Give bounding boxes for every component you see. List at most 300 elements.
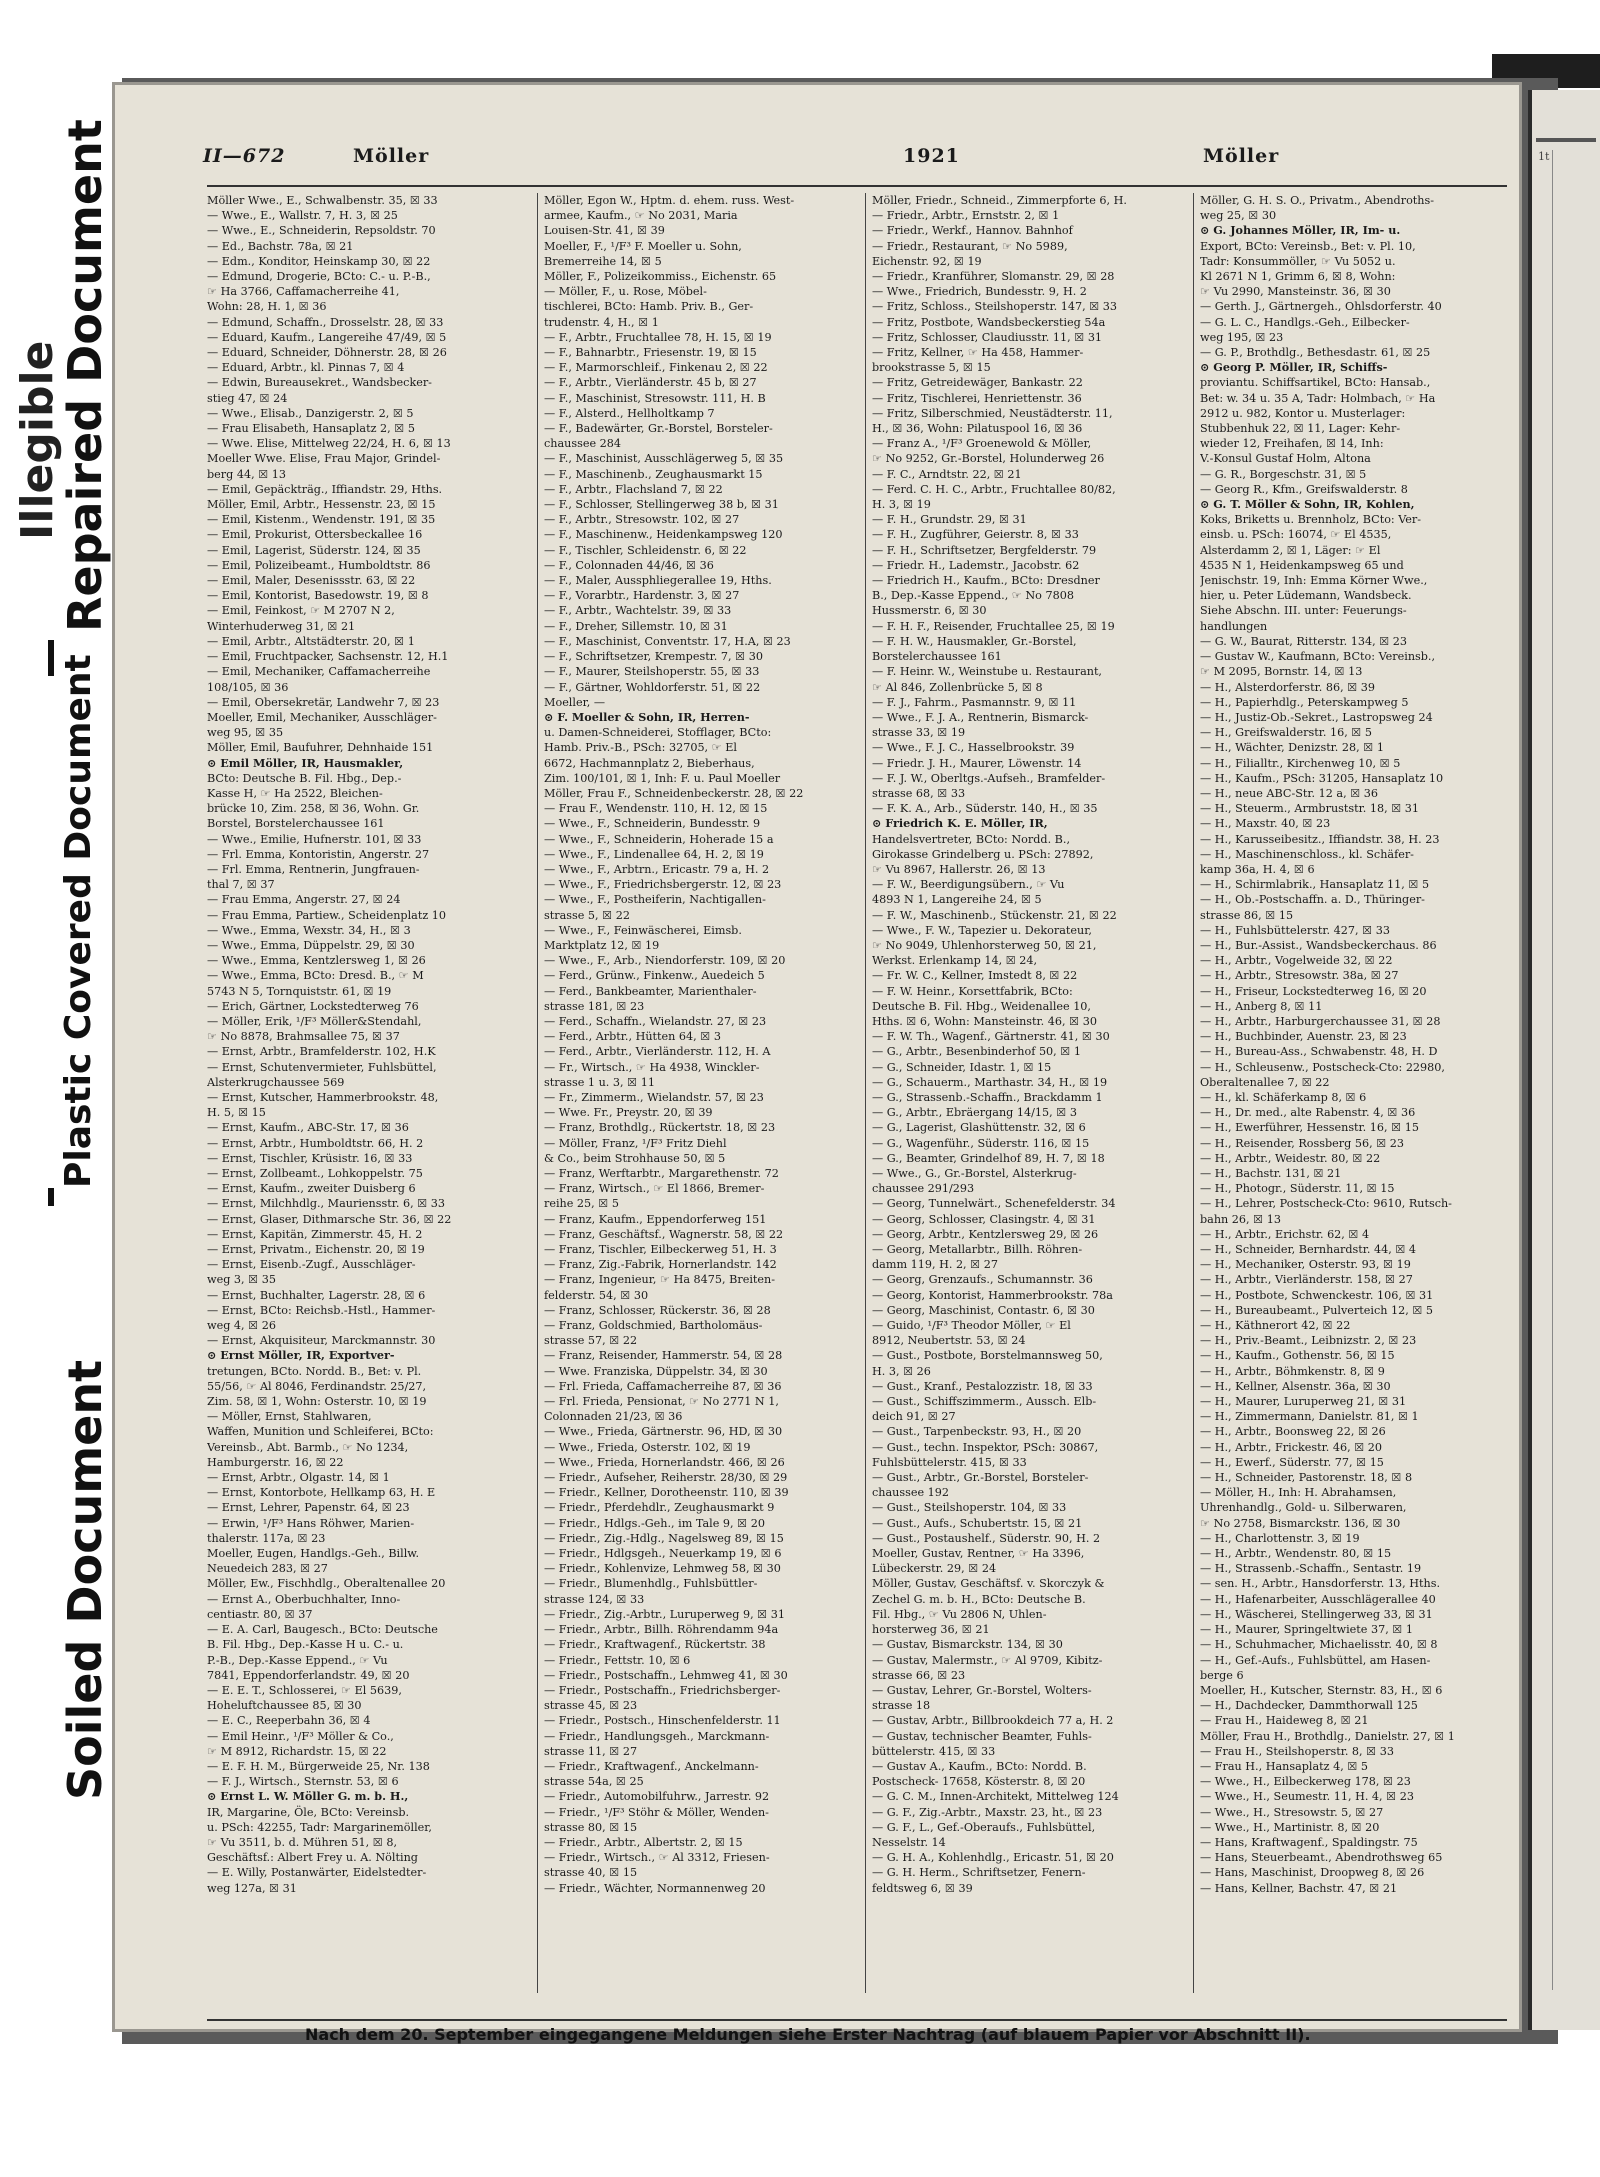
directory-entry: — H., Buchbinder, Auenstr. 23, ☒ 23	[1200, 1030, 1407, 1044]
directory-entry: — Wwe., Elisab., Danzigerstr. 2, ☒ 5	[207, 406, 414, 420]
directory-entry: — Gustav, Lehrer, Gr.-Borstel, Wolters-	[872, 1683, 1092, 1697]
adjacent-page-text: 1t	[1538, 150, 1550, 163]
directory-entry: — Wwe., H., Seumestr. 11, H. 4, ☒ 23	[1200, 1790, 1414, 1804]
directory-entry: Oberaltenallee 7, ☒ 22	[1200, 1075, 1330, 1089]
directory-entry: — Gust., Steilshoperstr. 104, ☒ 33	[872, 1501, 1067, 1515]
directory-entry: — Fritz, Kellner, ☞ Ha 458, Hammer-	[872, 346, 1084, 360]
directory-entry: weg 127a, ☒ 31	[207, 1881, 297, 1895]
directory-entry: — H., Charlottenstr. 3, ☒ 19	[1200, 1531, 1360, 1545]
directory-entry: Hussmerstr. 6, ☒ 30	[872, 604, 987, 618]
directory-entry: — H., Lehrer, Postscheck-Cto: 9610, Rutsch-	[1200, 1197, 1452, 1211]
directory-entry: — F. H., Schriftsetzer, Bergfelderstr. 79	[872, 543, 1097, 557]
directory-entry: ☞ Vu 3511, b. d. Mühren 51, ☒ 8,	[207, 1835, 398, 1849]
directory-entry: — Edwin, Bureausekret., Wandsbecker-	[207, 376, 432, 390]
page-number: II—672	[203, 145, 286, 167]
directory-entry: — Friedr., Kranführer, Slomanstr. 29, ☒ 28	[872, 270, 1115, 284]
directory-entry: Hamburgerstr. 16, ☒ 22	[207, 1455, 344, 1469]
directory-entry: — H., Schuhmacher, Michaelisstr. 40, ☒ 8	[1200, 1638, 1438, 1652]
directory-entry: — Wwe. Elise, Mittelweg 22/24, H. 6, ☒ 13	[207, 437, 451, 451]
directory-entry: — Friedr. H., Lademstr., Jacobstr. 62	[872, 558, 1080, 572]
directory-entry: — F. H. W., Hausmakler, Gr.-Borstel,	[872, 634, 1077, 648]
directory-entry: — Emil, Kistenm., Wendenstr. 191, ☒ 35	[207, 513, 436, 527]
directory-entry: büttelerstr. 415, ☒ 33	[872, 1744, 996, 1758]
directory-entry: Zechel G. m. b. H., BCto: Deutsche B.	[872, 1592, 1086, 1606]
directory-entry: — G., Strassenb.-Schaffn., Brackdamm 1	[872, 1090, 1103, 1104]
directory-entry: — H., Arbtr., Wendenstr. 80, ☒ 15	[1200, 1547, 1392, 1561]
directory-entry: ☞ Vu 2990, Mansteinstr. 36, ☒ 30	[1200, 285, 1391, 299]
directory-entry: — Frau Emma, Partiew., Scheidenplatz 10	[207, 908, 447, 922]
directory-entry: — H., Alsterdorferstr. 86, ☒ 39	[1200, 680, 1376, 694]
directory-entry: Postscheck- 17658, Kösterstr. 8, ☒ 20	[872, 1775, 1086, 1789]
directory-entry: ☞ No 9252, Gr.-Borstel, Holunderweg 26	[872, 452, 1105, 466]
directory-entry: — Frau F., Wendenstr. 110, H. 12, ☒ 15	[544, 802, 768, 816]
directory-entry: Möller, Frau H., Brothdlg., Danielstr. 27, ☒ 1	[1200, 1729, 1455, 1743]
directory-entry: Girokasse Grindelberg u. PSch: 27892,	[872, 847, 1094, 861]
directory-entry: Koks, Briketts u. Brennholz, BCto: Ver-	[1200, 513, 1422, 527]
directory-entry: — G. F., L., Gef.-Oberaufs., Fuhlsbüttel,	[872, 1820, 1096, 1834]
directory-entry: H. 5, ☒ 15	[207, 1106, 266, 1120]
directory-entry: Hoheluftchaussee 85, ☒ 30	[207, 1699, 362, 1713]
directory-entry: — Hans, Maschinist, Droopweg 8, ☒ 26	[1200, 1866, 1425, 1880]
directory-entry: — Wwe., Emma, Kentzlersweg 1, ☒ 26	[207, 954, 426, 968]
directory-entry: — Ernst, Kutscher, Hammerbrookstr. 48,	[207, 1090, 439, 1104]
directory-entry: Moeller, Emil, Mechaniker, Ausschläger-	[207, 710, 437, 724]
directory-entry: — F. W., Maschinenb., Stückenstr. 21, ☒ 22	[872, 908, 1117, 922]
directory-entry: — Georg, Arbtr., Kentzlersweg 29, ☒ 26	[872, 1227, 1099, 1241]
directory-entry: — Wwe., E., Schneiderin, Repsoldstr. 70	[207, 224, 436, 238]
directory-entry: Möller, Gustav, Geschäftsf. v. Skorczyk &	[872, 1577, 1105, 1591]
directory-entry: — F. C., Arndtstr. 22, ☒ 21	[872, 467, 1022, 481]
directory-entry: — F., Maler, Aussphliegerallee 19, Hths.	[544, 574, 772, 588]
directory-entry: — Gust., techn. Inspektor, PSch: 30867,	[872, 1440, 1099, 1454]
directory-entry: — Franz, Geschäftsf., Wagnerstr. 58, ☒ 22	[544, 1227, 784, 1241]
directory-entry: Waffen, Munition und Schleiferei, BCto:	[207, 1425, 434, 1439]
directory-entry: — Wwe., F., Arbtrn., Ericastr. 79 a, H. 2	[544, 862, 770, 876]
directory-entry: Fil. Hbg., ☞ Vu 2806 N, Uhlen-	[872, 1607, 1047, 1621]
directory-entry: Tadr: Konsummöller, ☞ Vu 5052 u.	[1200, 254, 1396, 268]
directory-entry: — Franz, Tischler, Eilbeckerweg 51, H. 3	[544, 1243, 777, 1257]
directory-entry: — Georg R., Kfm., Greifswalderstr. 8	[1200, 482, 1408, 496]
directory-entry: deich 91, ☒ 27	[872, 1410, 956, 1424]
directory-entry: — Georg, Tunnelwärt., Schenefelderstr. 34	[872, 1197, 1116, 1211]
directory-entry: chaussee 192	[872, 1486, 949, 1500]
directory-columns	[207, 193, 1507, 1993]
adjacent-page-column-rule	[1552, 150, 1553, 1990]
directory-entry: strasse 124, ☒ 33	[544, 1592, 645, 1606]
directory-entry: — F. Heinr. W., Weinstube u. Restaurant,	[872, 665, 1102, 679]
directory-page	[112, 82, 1522, 2044]
directory-entry: — G. L. C., Handlgs.-Geh., Eilbecker-	[1200, 315, 1410, 329]
directory-entry: — Ernst, Kaufm., ABC-Str. 17, ☒ 36	[207, 1121, 409, 1135]
directory-entry: — Franz, Werftarbtr., Margarethenstr. 72	[544, 1167, 779, 1180]
directory-entry: 6672, Hachmannplatz 2, Bieberhaus,	[544, 756, 755, 770]
directory-entry: — Frau H., Hansaplatz 4, ☒ 5	[1200, 1759, 1369, 1773]
directory-entry: — F., Arbtr., Flachsland 7, ☒ 22	[544, 482, 723, 496]
directory-entry: — Friedr., Arbtr., Albertstr. 2, ☒ 15	[544, 1835, 743, 1849]
directory-entry: — Friedr., Wächter, Normannenweg 20	[544, 1881, 766, 1895]
directory-entry: 4893 N 1, Langereihe 24, ☒ 5	[872, 893, 1042, 907]
directory-entry: — E. A. Carl, Baugesch., BCto: Deutsche	[207, 1623, 438, 1637]
directory-entry: — Wwe., Friedrich, Bundesstr. 9, H. 2	[872, 285, 1087, 299]
directory-entry: strasse 40, ☒ 15	[544, 1866, 638, 1880]
directory-entry: — Ferd., Arbtr., Hütten 64, ☒ 3	[544, 1030, 721, 1044]
directory-entry: — Friedr., Kraftwagenf., Anckelmann-	[544, 1759, 759, 1773]
directory-entry: — H., Kaufm., PSch: 31205, Hansaplatz 10	[1200, 771, 1444, 785]
directory-entry: Export, BCto: Vereinsb., Bet: v. Pl. 10,	[1200, 239, 1416, 253]
directory-entry: — Friedr., Kraftwagenf., Rückertstr. 38	[544, 1638, 766, 1652]
directory-entry: — H., Arbtr., Harburgerchaussee 31, ☒ 28	[1200, 1014, 1441, 1028]
directory-entry: — Ernst, Lehrer, Papenstr. 64, ☒ 23	[207, 1501, 410, 1515]
directory-entry: u. PSch: 42255, Tadr: Margarinemöller,	[207, 1820, 432, 1834]
directory-entry: — Ernst, Tischler, Krüsistr. 16, ☒ 33	[207, 1151, 413, 1165]
directory-entry: — E. E. T., Schlosserei, ☞ El 5639,	[207, 1683, 402, 1697]
directory-entry: handlungen	[1200, 619, 1268, 633]
directory-entry: — Emil, Obersekretär, Landwehr 7, ☒ 23	[207, 695, 440, 709]
directory-entry: — Wwe., F., Schneiderin, Bundesstr. 9	[544, 817, 761, 831]
directory-entry: — Georg, Grenzaufs., Schumannstr. 36	[872, 1273, 1093, 1287]
directory-entry: — H., Ewerführer, Hessenstr. 16, ☒ 15	[1200, 1121, 1419, 1135]
directory-entry: — Emil, Mechaniker, Caffamacherreihe	[207, 665, 431, 679]
directory-entry: — Fritz, Schlosser, Claudiusstr. 11, ☒ 31	[872, 330, 1103, 344]
directory-entry: Hamb. Priv.-B., PSch: 32705, ☞ El	[544, 741, 737, 755]
directory-entry: — Fr., Wirtsch., ☞ Ha 4938, Winckler-	[544, 1060, 760, 1074]
directory-entry: — H., Arbtr., Boonsweg 22, ☒ 26	[1200, 1425, 1386, 1439]
directory-entry: — Möller, F., u. Rose, Möbel-	[544, 285, 707, 299]
directory-entry: Hths. ☒ 6, Wohn: Mansteinstr. 46, ☒ 30	[872, 1014, 1097, 1028]
directory-entry: strasse 68, ☒ 33	[872, 786, 966, 800]
directory-entry: — Ernst, Kaufm., zweiter Duisberg 6	[207, 1182, 416, 1196]
directory-entry: — H., Friseur, Lockstedterweg 16, ☒ 20	[1200, 984, 1427, 998]
directory-entry: Moeller, Gustav, Rentner, ☞ Ha 3396,	[872, 1547, 1085, 1561]
directory-entry: Colonnaden 21/23, ☒ 36	[544, 1410, 683, 1424]
directory-entry: — Franz, Kaufm., Eppendorferweg 151	[544, 1212, 767, 1226]
directory-entry: Borstelerchaussee 161	[872, 650, 1002, 664]
directory-entry: strasse 11, ☒ 27	[544, 1744, 638, 1758]
header-name-right: Möller	[1203, 145, 1280, 167]
directory-entry: weg 4, ☒ 26	[207, 1319, 276, 1333]
directory-entry: — G., Schauerm., Marthastr. 34, H., ☒ 19	[872, 1075, 1108, 1089]
directory-entry: — Wwe., H., Eilbeckerweg 178, ☒ 23	[1200, 1775, 1411, 1789]
directory-entry: — F., Dreher, Sillemstr. 10, ☒ 31	[544, 619, 728, 633]
directory-entry: — Gust., Arbtr., Gr.-Borstel, Borsteler-	[872, 1471, 1089, 1485]
directory-entry: — Gustav A., Kaufm., BCto: Nordd. B.	[872, 1759, 1087, 1773]
directory-entry: centiastr. 80, ☒ 37	[207, 1607, 313, 1621]
directory-entry: — Ferd., Grünw., Finkenw., Auedeich 5	[544, 969, 765, 983]
directory-entry: — F., Arbtr., Stresowstr. 102, ☒ 27	[544, 513, 740, 527]
directory-column-1	[207, 193, 525, 1993]
directory-entry: — F., Arbtr., Vierländerstr. 45 b, ☒ 27	[544, 376, 757, 390]
directory-entry: — F., Arbtr., Fruchtallee 78, H. 15, ☒ 19	[544, 330, 772, 344]
directory-entry: Möller, G. H. S. O., Privatm., Abendroths-	[1200, 194, 1435, 207]
directory-entry: proviantu. Schiffsartikel, BCto: Hansab.,	[1200, 376, 1431, 390]
directory-entry: — Emil, Maler, Desenissstr. 63, ☒ 22	[207, 574, 416, 588]
directory-entry: — Ernst, Schutenvermieter, Fuhlsbüttel,	[207, 1060, 437, 1074]
directory-entry: Winterhuderweg 31, ☒ 21	[207, 619, 356, 633]
directory-entry: — H., Filialltr., Kirchenweg 10, ☒ 5	[1200, 756, 1401, 770]
directory-entry: — G., Lagerist, Glashüttenstr. 32, ☒ 6	[872, 1121, 1086, 1135]
directory-entry: ☞ No 9049, Uhlenhorsterweg 50, ☒ 21,	[872, 938, 1097, 952]
directory-entry: — Ernst, Arbtr., Bramfelderstr. 102, H.K	[207, 1045, 436, 1059]
label-separator	[48, 1188, 54, 1206]
directory-entry: — H., Kellner, Alsenstr. 36a, ☒ 30	[1200, 1379, 1391, 1393]
directory-entry: — F., Alsterd., Hellholtkamp 7	[544, 406, 715, 420]
directory-entry: — G. R., Borgeschstr. 31, ☒ 5	[1200, 467, 1367, 481]
directory-entry: — G. H. A., Kohlenhdlg., Ericastr. 51, ☒ 20	[872, 1851, 1114, 1865]
directory-entry: ☞ Ha 3766, Caffamacherreihe 41,	[207, 285, 400, 299]
directory-entry: — H., Anberg 8, ☒ 11	[1200, 999, 1323, 1013]
directory-entry: strasse 181, ☒ 23	[544, 999, 645, 1013]
directory-entry: — Fritz, Schloss., Steilshoperstr. 147, ☒ 33	[872, 300, 1118, 314]
directory-entry: ☞ M 2095, Bornstr. 14, ☒ 13	[1200, 665, 1363, 679]
directory-entry: — H., Dr. med., alte Rabenstr. 4, ☒ 36	[1200, 1106, 1416, 1120]
directory-entry: weg 25, ☒ 30	[1200, 209, 1277, 223]
directory-entry: — H., Bureau-Ass., Schwabenstr. 48, H. D	[1200, 1045, 1438, 1059]
directory-entry: reihe 25, ☒ 5	[544, 1197, 619, 1211]
directory-entry: — H., Fuhlsbüttelerstr. 427, ☒ 33	[1200, 923, 1390, 937]
header-name-left: Möller	[353, 145, 430, 167]
directory-entry: strasse 80, ☒ 15	[544, 1820, 638, 1834]
directory-entry: — Franz, Schlosser, Rückerstr. 36, ☒ 28	[544, 1303, 771, 1317]
directory-entry: — Emil, Fruchtpacker, Sachsenstr. 12, H.1	[207, 650, 449, 664]
directory-entry: B., Dep.-Kasse Eppend., ☞ No 7808	[872, 589, 1074, 603]
directory-entry: — Erich, Gärtner, Lockstedterweg 76	[207, 999, 419, 1013]
directory-entry: — Wwe. Franziska, Düppelstr. 34, ☒ 30	[544, 1364, 768, 1378]
directory-entry: — H., Ob.-Postschaffn. a. D., Thüringer-	[1200, 893, 1425, 907]
directory-entry: — H., Arbtr., Vogelweide 32, ☒ 22	[1200, 954, 1393, 968]
directory-entry: — Fritz, Getreidewäger, Bankastr. 22	[872, 376, 1083, 390]
directory-entry: — Ferd. C. H. C., Arbtr., Fruchtallee 80/82,	[872, 482, 1116, 496]
directory-entry: — Ernst, BCto: Reichsb.-Hstl., Hammer-	[207, 1303, 436, 1317]
directory-entry: brookstrasse 5, ☒ 15	[872, 361, 991, 375]
directory-entry: — Fr. W. C., Kellner, Imstedt 8, ☒ 22	[872, 969, 1078, 983]
directory-entry: — Wwe., F. J. C., Hasselbrookstr. 39	[872, 741, 1075, 755]
directory-entry: — Fritz, Silberschmied, Neustädterstr. 11,	[872, 406, 1113, 420]
directory-entry: brücke 10, Zim. 258, ☒ 36, Wohn. Gr.	[207, 802, 420, 816]
footer-rule	[207, 2019, 1507, 2021]
directory-entry: u. Damen-Schneiderei, Stofflager, BCto:	[544, 726, 772, 740]
directory-entry: — H., neue ABC-Str. 12 a, ☒ 36	[1200, 786, 1379, 800]
directory-entry: & Co., beim Strohhause 50, ☒ 5	[544, 1151, 726, 1165]
directory-entry: — Friedr., Werkf., Hannov. Bahnhof	[872, 224, 1073, 238]
directory-entry: Möller, F., Polizeikommiss., Eichenstr. 65	[544, 270, 777, 284]
directory-entry: ⊙ G. Johannes Möller, IR, Im- u.	[1200, 223, 1401, 238]
directory-entry: — Wwe., F., Friedrichsbergerstr. 12, ☒ 23	[544, 878, 782, 892]
directory-entry: — Wwe., Frieda, Gärtnerstr. 96, HD, ☒ 30	[544, 1425, 783, 1439]
directory-entry: Louisen-Str. 41, ☒ 39	[544, 224, 665, 238]
directory-entry: Zim. 58, ☒ 1, Wohn: Osterstr. 10, ☒ 19	[207, 1395, 427, 1409]
directory-entry: — Friedr., Automobilfuhrw., Jarrestr. 92	[544, 1790, 770, 1804]
directory-entry: — F. H., Zugführer, Geierstr. 8, ☒ 33	[872, 528, 1079, 542]
directory-entry: — Wwe., F. J. A., Rentnerin, Bismarck-	[872, 710, 1089, 724]
directory-entry: — Ernst, Kontorbote, Hellkamp 63, H. E	[207, 1486, 436, 1500]
directory-entry: strasse 86, ☒ 15	[1200, 908, 1294, 922]
directory-entry: feldtsweg 6, ☒ 39	[872, 1881, 973, 1895]
directory-entry: — Ernst, Privatm., Eichenstr. 20, ☒ 19	[207, 1243, 425, 1257]
directory-entry: — H., Schneider, Pastorenstr. 18, ☒ 8	[1200, 1471, 1413, 1485]
label-plastic-covered-document: Plastic Covered Document	[58, 654, 99, 1188]
directory-entry: — F. W., Beerdigungsübern., ☞ Vu	[872, 878, 1065, 892]
directory-entry: — Emil, Lagerist, Süderstr. 124, ☒ 35	[207, 543, 421, 557]
directory-entry: — Wwe., F., Feinwäscherei, Eimsb.	[544, 923, 742, 937]
directory-entry: tretungen, BCto. Nordd. B., Bet: v. Pl.	[207, 1364, 422, 1378]
directory-entry: — H., Schneider, Bernhardstr. 44, ☒ 4	[1200, 1243, 1417, 1257]
directory-entry: — Friedr., Restaurant, ☞ No 5989,	[872, 239, 1068, 253]
directory-entry: — Gustav, Malermstr., ☞ Al 9709, Kibitz-	[872, 1653, 1103, 1667]
directory-entry: Moeller, H., Kutscher, Sternstr. 83, H., ☒ 6	[1200, 1683, 1443, 1697]
directory-entry: — G. W., Baurat, Ritterstr. 134, ☒ 23	[1200, 634, 1408, 648]
directory-entry: — G. H. Herm., Schriftsetzer, Fenern-	[872, 1866, 1086, 1880]
directory-entry: — Friedr., ¹/F³ Stöhr & Möller, Wenden-	[544, 1805, 769, 1819]
label-soiled-document: Soiled Document	[58, 1359, 112, 1800]
directory-entry: Lübeckerstr. 29, ☒ 24	[872, 1562, 997, 1576]
directory-entry: — Emil, Gepäckträg., Iffiandstr. 29, Hths.	[207, 482, 443, 496]
directory-entry: BCto: Deutsche B. Fil. Hbg., Dep.-	[207, 771, 402, 785]
directory-entry: — Friedr., Handlungsgeh., Marckmann-	[544, 1729, 770, 1743]
directory-entry: — H., Arbtr., Böhmkenstr. 8, ☒ 9	[1200, 1364, 1385, 1378]
footer-note: Nach dem 20. September eingegangene Meldungen siehe Erster Nachtrag (auf blauem Papier vor Abschnitt II).	[305, 2025, 1311, 2044]
directory-entry: — Wwe., Emma, Wexstr. 34, H., ☒ 3	[207, 923, 411, 937]
directory-entry: — F., Maschinist, Stresowstr. 111, H. B	[544, 391, 766, 405]
directory-entry: — H., Strassenb.-Schaffn., Sentastr. 19	[1200, 1562, 1422, 1576]
directory-entry: — H., Hafenarbeiter, Ausschlägerallee 40	[1200, 1592, 1436, 1606]
directory-entry: — Gustav, Bismarckstr. 134, ☒ 30	[872, 1638, 1063, 1652]
directory-entry: — H., Bur.-Assist., Wandsbeckerchaus. 86	[1200, 938, 1437, 952]
directory-entry: thal 7, ☒ 37	[207, 878, 275, 892]
directory-entry: hier, u. Peter Lüdemann, Wandsbeck.	[1200, 589, 1412, 603]
directory-entry: bahn 26, ☒ 13	[1200, 1212, 1281, 1226]
directory-entry: — Wwe., F., Postheiferin, Nachtigallen-	[544, 893, 766, 907]
directory-entry: — G., Arbtr., Besenbinderhof 50, ☒ 1	[872, 1045, 1081, 1059]
label-illegible: Illegible	[12, 340, 63, 540]
directory-entry: — H., kl. Schäferkamp 8, ☒ 6	[1200, 1090, 1367, 1104]
directory-entry: — Wwe. Fr., Preystr. 20, ☒ 39	[544, 1106, 713, 1120]
directory-entry: Bremerreihe 14, ☒ 5	[544, 254, 662, 268]
directory-entry: — F., Marmorschleif., Finkenau 2, ☒ 22	[544, 361, 768, 375]
directory-entry: — Friedrich H., Kaufm., BCto: Dresdner	[872, 574, 1100, 588]
directory-entry: P.-B., Dep.-Kasse Eppend., ☞ Vu	[207, 1653, 388, 1667]
directory-entry: — Fritz, Postbote, Wandsbeckerstieg 54a	[872, 315, 1106, 329]
directory-entry: — H., Wächter, Denizstr. 28, ☒ 1	[1200, 741, 1384, 755]
directory-entry: Eichenstr. 92, ☒ 19	[872, 254, 982, 268]
directory-entry: — F., Schlosser, Stellingerweg 38 b, ☒ 31	[544, 498, 779, 512]
directory-entry: — Friedr., Postsch., Hinschenfelderstr. 11	[544, 1714, 781, 1728]
directory-entry: Werkst. Erlenkamp 14, ☒ 24,	[872, 954, 1038, 968]
directory-entry: trudenstr. 4, H., ☒ 1	[544, 315, 659, 329]
directory-entry: — Franz, Ingenieur, ☞ Ha 8475, Breiten-	[544, 1273, 776, 1287]
directory-entry: weg 195, ☒ 23	[1200, 330, 1284, 344]
directory-entry: — Wwe., Emma, BCto: Dresd. B., ☞ M	[207, 969, 424, 983]
directory-entry: — F. J. W., Oberltgs.-Aufseh., Bramfelder-	[872, 771, 1106, 785]
directory-entry: strasse 45, ☒ 23	[544, 1699, 638, 1713]
directory-entry: — Wwe., Emilie, Hufnerstr. 101, ☒ 33	[207, 832, 422, 846]
directory-entry: — H., Zimmermann, Danielstr. 81, ☒ 1	[1200, 1410, 1419, 1424]
directory-entry: — F., Gärtner, Wohldorferstr. 51, ☒ 22	[544, 680, 761, 694]
directory-entry: V.-Konsul Gustaf Holm, Altona	[1200, 452, 1371, 466]
directory-entry: ☞ No 8878, Brahmsallee 75, ☒ 37	[207, 1030, 400, 1044]
directory-entry: — Wwe., H., Stresowstr. 5, ☒ 27	[1200, 1805, 1384, 1819]
directory-entry: — Gustav W., Kaufmann, BCto: Vereinsb.,	[1200, 650, 1436, 664]
directory-entry: Moeller, Eugen, Handlgs.-Geh., Billw.	[207, 1547, 420, 1561]
directory-entry: — Friedr., Hdlgs.-Geh., im Tale 9, ☒ 20	[544, 1516, 765, 1530]
directory-entry: Kasse H, ☞ Ha 2522, Bleichen-	[207, 786, 383, 800]
directory-entry: — Hans, Kraftwagenf., Spaldingstr. 75	[1200, 1835, 1418, 1849]
directory-entry: ⊙ Emil Möller, IR, Hausmakler,	[207, 755, 404, 770]
label-repaired-document: Repaired Document	[58, 119, 112, 632]
directory-entry: — Ernst, Akquisiteur, Marckmannstr. 30	[207, 1334, 436, 1348]
directory-entry: tischlerei, BCto: Hamb. Priv. B., Ger-	[544, 300, 754, 314]
directory-entry: strasse 57, ☒ 22	[544, 1334, 638, 1348]
directory-entry: — Georg, Schlosser, Clasingstr. 4, ☒ 31	[872, 1212, 1096, 1226]
directory-entry: — F. J., Fahrm., Pasmannstr. 9, ☒ 11	[872, 695, 1077, 709]
directory-entry: — F., Vorarbtr., Hardenstr. 3, ☒ 27	[544, 589, 740, 603]
directory-entry: — F., Maschinenw., Heidenkampsweg 120	[544, 528, 783, 542]
directory-entry: — Franz A., ¹/F³ Groenewold & Möller,	[872, 437, 1092, 451]
directory-entry: ☞ Al 846, Zollenbrücke 5, ☒ 8	[872, 680, 1043, 694]
directory-entry: — Hans, Steuerbeamt., Abendrothsweg 65	[1200, 1851, 1443, 1865]
directory-entry: — Gust., Kranf., Pestalozzistr. 18, ☒ 33	[872, 1379, 1093, 1393]
directory-entry: IR, Margarine, Öle, BCto: Vereinsb.	[207, 1805, 410, 1819]
directory-entry: berg 44, ☒ 13	[207, 467, 287, 481]
directory-entry: ☞ No 2758, Bismarckstr. 136, ☒ 30	[1200, 1516, 1401, 1530]
directory-entry: ⊙ F. Moeller & Sohn, IR, Herren-	[544, 709, 750, 724]
directory-entry: — Frl. Emma, Rentnerin, Jungfrauen-	[207, 862, 420, 876]
directory-entry: — Ernst, Glaser, Dithmarsche Str. 36, ☒ 22	[207, 1212, 452, 1226]
directory-entry: — G., Schneider, Idastr. 1, ☒ 15	[872, 1060, 1052, 1074]
directory-entry: strasse 1 u. 3, ☒ 11	[544, 1075, 655, 1089]
directory-entry: — Friedr., Hdlgsgeh., Neuerkamp 19, ☒ 6	[544, 1547, 782, 1561]
directory-entry: — H., Reisender, Rossberg 56, ☒ 23	[1200, 1136, 1405, 1150]
directory-entry: — F., Badewärter, Gr.-Borstel, Borsteler-	[544, 422, 773, 436]
directory-entry: 55/56, ☞ Al 8046, Ferdinandstr. 25/27,	[207, 1379, 427, 1393]
directory-entry: — Wwe., Frieda, Osterstr. 102, ☒ 19	[544, 1440, 751, 1454]
directory-entry: damm 119, H. 2, ☒ 27	[872, 1258, 998, 1272]
directory-entry: — H., Maurer, Luruperweg 21, ☒ 31	[1200, 1395, 1407, 1409]
directory-entry: — Wwe., F., Lindenallee 64, H. 2, ☒ 19	[544, 847, 764, 861]
directory-entry: Siehe Abschn. III. unter: Feuerungs-	[1200, 604, 1407, 618]
directory-entry: — Friedr., Zig.-Arbtr., Luruperweg 9, ☒ 31	[544, 1607, 786, 1621]
directory-entry: strasse 33, ☒ 19	[872, 726, 966, 740]
directory-entry: — G. F., Zig.-Arbtr., Maxstr. 23, ht., ☒ 23	[872, 1805, 1103, 1819]
directory-entry: — G. C. M., Innen-Architekt, Mittelweg 124	[872, 1790, 1119, 1804]
directory-entry: — Wwe., E., Wallstr. 7, H. 3, ☒ 25	[207, 209, 398, 223]
directory-entry: — Gust., Aufs., Schubertstr. 15, ☒ 21	[872, 1516, 1083, 1530]
directory-entry: — Ferd., Bankbeamter, Marienthaler-	[544, 984, 757, 998]
side-label-strip	[0, 0, 118, 2177]
directory-entry: ☞ M 8912, Richardstr. 15, ☒ 22	[207, 1744, 387, 1758]
directory-entry: — Frl. Frieda, Caffamacherreihe 87, ☒ 36	[544, 1379, 782, 1393]
directory-entry: — Georg, Kontorist, Hammerbrookstr. 78a	[872, 1288, 1113, 1302]
directory-entry: thalerstr. 117a, ☒ 23	[207, 1531, 326, 1545]
directory-entry: — H., Ewerf., Süderstr. 77, ☒ 15	[1200, 1455, 1384, 1469]
directory-entry: — Gust., Schiffszimmerm., Aussch. Elb-	[872, 1395, 1097, 1409]
directory-entry: — Friedr., Fettstr. 10, ☒ 6	[544, 1653, 691, 1667]
label-separator	[48, 640, 54, 676]
directory-entry: felderstr. 54, ☒ 30	[544, 1288, 649, 1302]
directory-entry: — Frl. Emma, Kontoristin, Angerstr. 27	[207, 847, 430, 861]
directory-entry: ⊙ Georg P. Möller, IR, Schiffs-	[1200, 360, 1388, 375]
directory-entry: — H., Arbtr., Weidestr. 80, ☒ 22	[1200, 1151, 1381, 1165]
directory-entry: — H., Maurer, Springeltwiete 37, ☒ 1	[1200, 1623, 1414, 1637]
directory-entry: — Friedr., Pferdehdlr., Zeughausmarkt 9	[544, 1501, 775, 1515]
directory-entry: — Emil, Arbtr., Altstädterstr. 20, ☒ 1	[207, 634, 415, 648]
directory-entry: — H., Dachdecker, Dammthorwall 125	[1200, 1699, 1418, 1713]
directory-entry: 2912 u. 982, Kontor u. Musterlager:	[1200, 406, 1406, 420]
directory-entry: — Ernst, Zollbeamt., Lohkoppelstr. 75	[207, 1167, 423, 1180]
directory-entry: — H., Mechaniker, Osterstr. 93, ☒ 19	[1200, 1258, 1411, 1272]
directory-entry: — H., Arbtr., Frickestr. 46, ☒ 20	[1200, 1440, 1383, 1454]
directory-entry: — Gust., Postbote, Borstelmannsweg 50,	[872, 1349, 1103, 1363]
directory-entry: Möller, Ew., Fischhdlg., Oberaltenallee 20	[207, 1577, 446, 1591]
